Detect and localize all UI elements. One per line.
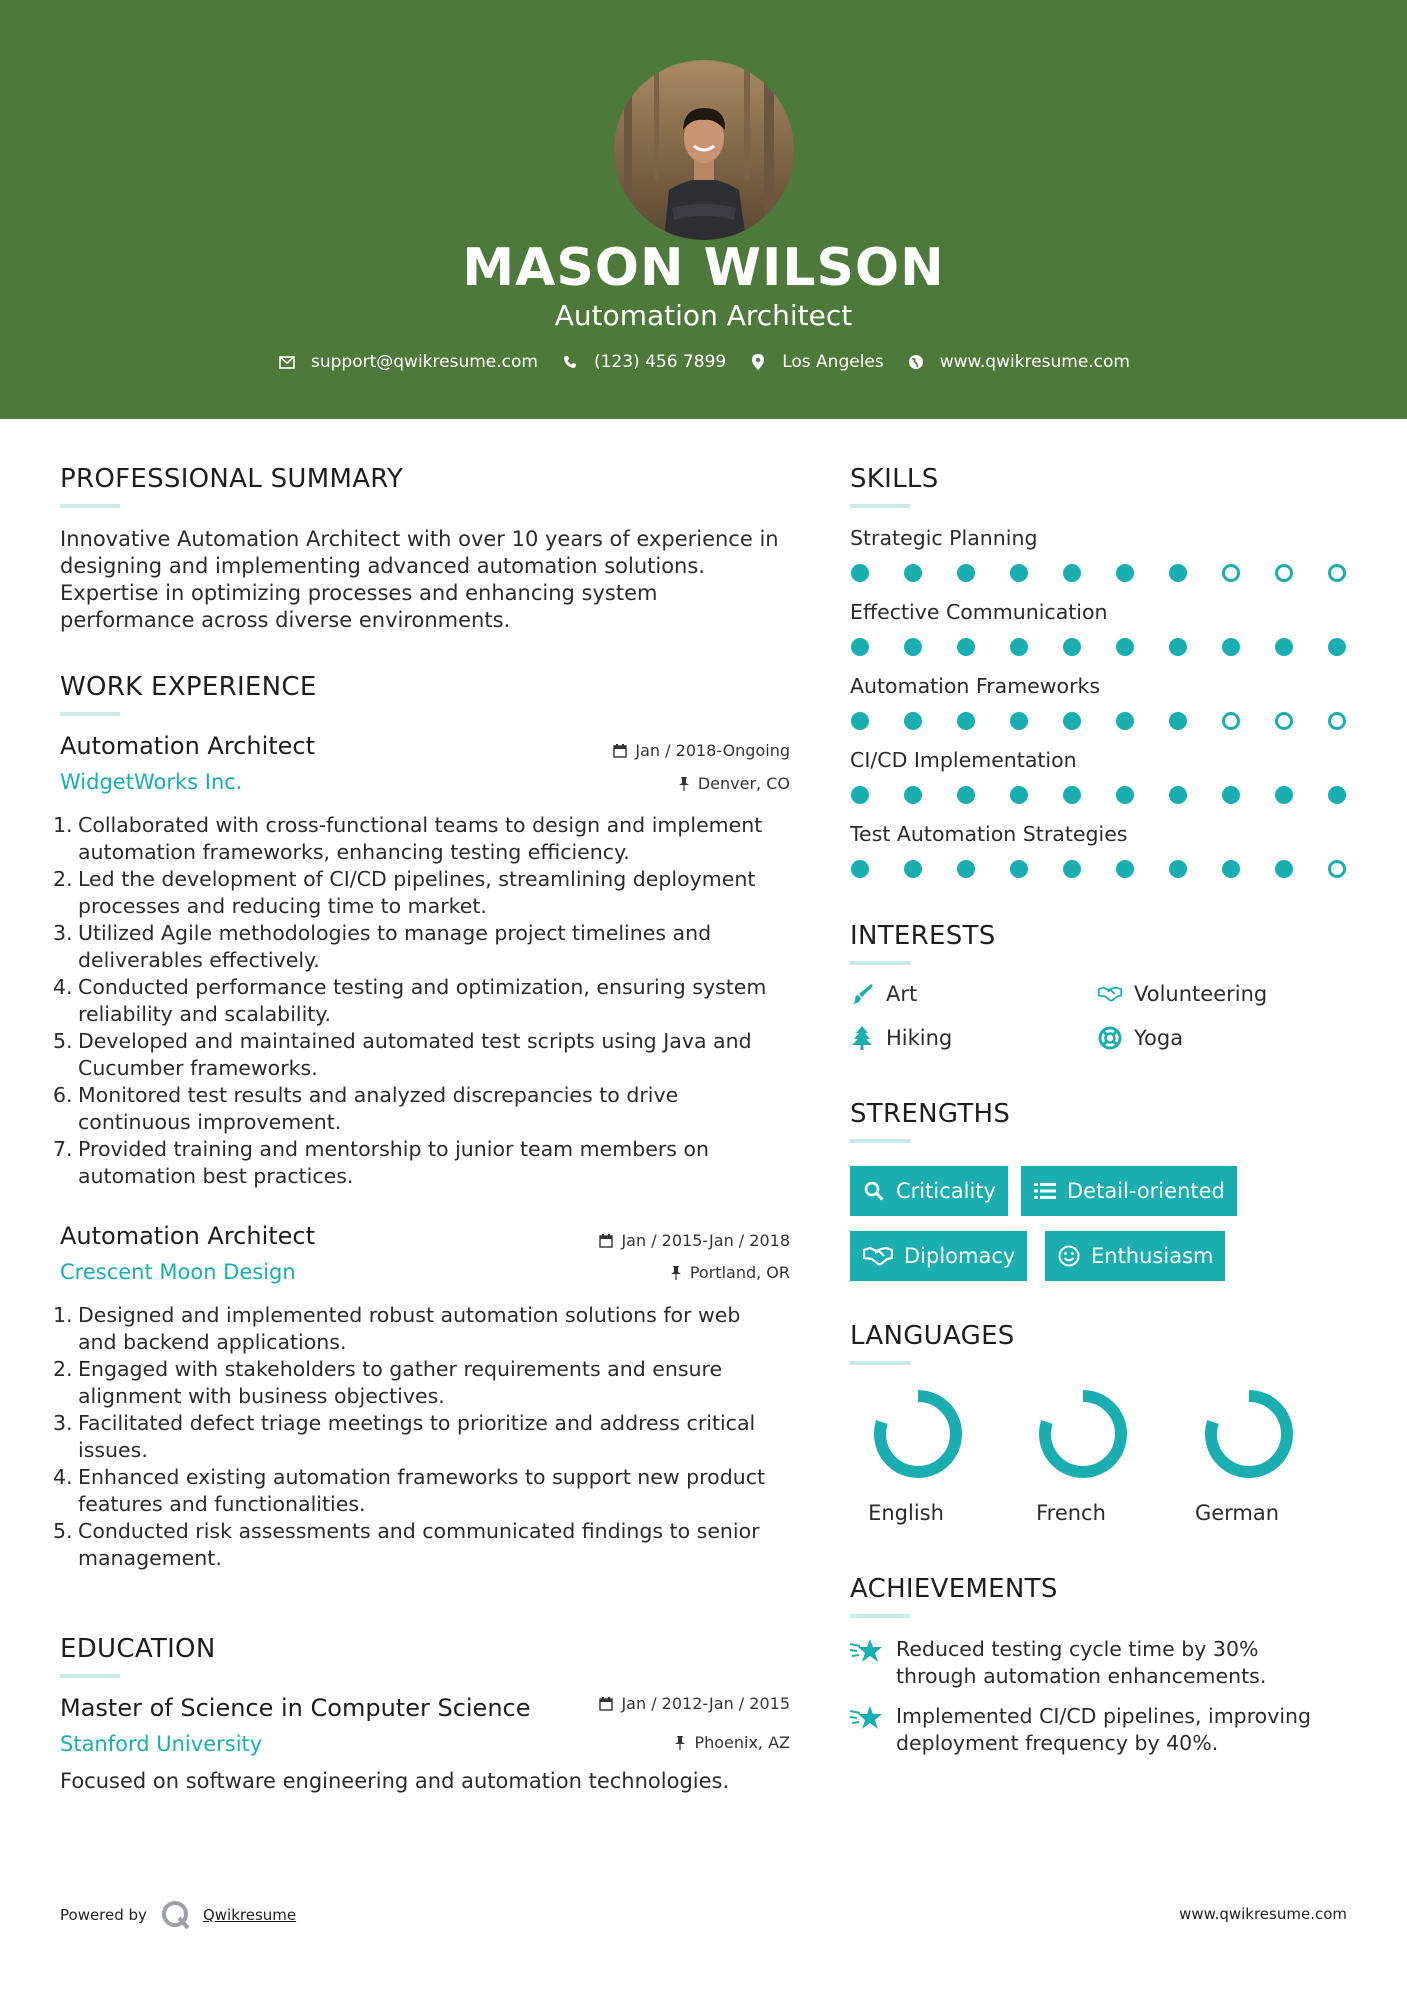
education-dates [500, 1694, 790, 1713]
candidate-role: Automation Architect [554, 299, 853, 332]
search-icon [862, 1179, 886, 1203]
summary-heading: PROFESSIONAL SUMMARY [60, 464, 404, 494]
rating-dot-filled [1010, 564, 1028, 582]
rating-dot-filled [851, 860, 869, 878]
languages-underline [850, 1361, 910, 1365]
phone-icon [560, 352, 580, 372]
languages-heading: LANGUAGES [850, 1321, 1015, 1351]
skill-name: Test Automation Strategies [850, 822, 1128, 846]
skill-name: Automation Frameworks [850, 674, 1101, 698]
list-item: 5. Conducted risk assessments and communicated findings to senior management. [53, 1519, 760, 1570]
interest-volunteering [1098, 982, 1267, 1006]
map-pin-icon [748, 352, 768, 372]
summary-line: Expertise in optimizing processes and enhancing system [60, 581, 658, 605]
rating-dot-filled [957, 786, 975, 804]
interest-label: Yoga [1134, 1026, 1184, 1050]
achievement-line: Reduced testing cycle time by 30% [896, 1637, 1259, 1661]
contact-website[interactable] [906, 352, 1130, 372]
skill-rating [851, 786, 1381, 804]
rating-dot-filled [1116, 712, 1134, 730]
achievement-line: through automation enhancements. [896, 1664, 1267, 1688]
rating-dot-filled [1328, 786, 1346, 804]
achievement-item [850, 1636, 1266, 1690]
rating-dot-filled [1063, 638, 1081, 656]
rating-dot-filled [1010, 712, 1028, 730]
rating-dot-filled [1010, 638, 1028, 656]
pushpin-icon [674, 1736, 686, 1750]
skill-rating [851, 638, 1381, 656]
rating-dot-empty [1328, 712, 1346, 730]
summary-underline [60, 504, 120, 508]
skill-name: Effective Communication [850, 600, 1108, 624]
pushpin-icon [678, 777, 690, 791]
rating-dot-filled [851, 638, 869, 656]
rating-dot-filled [1116, 786, 1134, 804]
achievement-line: Implemented CI/CD pipelines, improving [896, 1704, 1312, 1728]
language-label: English [868, 1501, 944, 1525]
list-item: 4. Enhanced existing automation frameworks to support new product features and functionalities. [53, 1465, 766, 1516]
strength-tag [1021, 1166, 1237, 1216]
achievement-item [850, 1703, 1311, 1757]
rating-dot-empty [1275, 564, 1293, 582]
rating-dot-filled [904, 860, 922, 878]
shooting-star-icon [850, 1636, 884, 1666]
job-location [500, 774, 790, 793]
job-dates-text: Jan / 2018-Ongoing [635, 741, 790, 760]
summary-text [60, 526, 800, 634]
job-company: WidgetWorks Inc. [60, 770, 243, 794]
interest-label: Art [886, 982, 918, 1006]
skills-underline [850, 504, 910, 508]
education-heading: EDUCATION [60, 1634, 216, 1664]
skill-rating [851, 564, 1381, 582]
calendar-icon [599, 1697, 613, 1711]
strength-label: Diplomacy [904, 1244, 1016, 1268]
contact-email[interactable] [277, 352, 538, 372]
footer-website[interactable]: www.qwikresume.com [1179, 1905, 1347, 1923]
summary-line: Innovative Automation Architect with over 10 years of experience in [60, 527, 779, 551]
work-heading: WORK EXPERIENCE [60, 672, 317, 702]
rating-dot-empty [1328, 564, 1346, 582]
contact-website-text: www.qwikresume.com [939, 352, 1130, 372]
summary-line: performance across diverse environments. [60, 608, 511, 632]
candidate-name: MASON WILSON [462, 238, 945, 298]
list-item: 5. Developed and maintained automated test scripts using Java and Cucumber frameworks. [53, 1029, 752, 1080]
degree-title: Master of Science in Computer Science [60, 1694, 531, 1722]
job-responsibilities [53, 812, 800, 1190]
job-location [500, 1263, 790, 1282]
tree-icon [850, 1026, 874, 1050]
job-responsibilities [53, 1302, 800, 1572]
job-title: Automation Architect [60, 732, 316, 760]
rating-dot-filled [904, 712, 922, 730]
job-dates-text: Jan / 2015-Jan / 2018 [621, 1231, 790, 1250]
list-item: 2. Engaged with stakeholders to gather requirements and ensure alignment with business objectives. [53, 1357, 723, 1408]
lifering-icon [1098, 1026, 1122, 1050]
brand-link[interactable]: Qwikresume [202, 1906, 297, 1924]
rating-dot-filled [1222, 638, 1240, 656]
list-item: 4. Conducted performance testing and optimization, ensuring system reliability and scalability. [53, 975, 767, 1026]
list-item: 2. Led the development of CI/CD pipelines, streamlining deployment processes and reducing time to market. [53, 867, 756, 918]
rating-dot-filled [1169, 786, 1187, 804]
rating-dot-filled [851, 786, 869, 804]
rating-dot-filled [1169, 564, 1187, 582]
contact-location-text: Los Angeles [782, 352, 884, 372]
strength-label: Criticality [896, 1179, 996, 1203]
summary-line: designing and implementing advanced automation solutions. [60, 554, 705, 578]
rating-dot-filled [1275, 786, 1293, 804]
rating-dot-filled [1222, 860, 1240, 878]
list-item: 1. Designed and implemented robust automation solutions for web and backend applications. [53, 1303, 741, 1354]
avatar [614, 60, 794, 240]
education-dates-text: Jan / 2012-Jan / 2015 [621, 1694, 790, 1713]
interest-label: Hiking [886, 1026, 953, 1050]
rating-dot-empty [1222, 564, 1240, 582]
interest-hiking [850, 1026, 952, 1050]
rating-dot-filled [1328, 638, 1346, 656]
globe-icon [906, 352, 926, 372]
job-dates [500, 1231, 790, 1250]
school-name: Stanford University [60, 1732, 263, 1756]
rating-dot-filled [1222, 786, 1240, 804]
list-item: 1. Collaborated with cross-functional teams to design and implement automation frameworks, enhancing testing efficiency. [53, 813, 763, 864]
education-location-text: Phoenix, AZ [694, 1733, 790, 1752]
qwikresume-logo-icon [161, 1900, 191, 1930]
paintbrush-icon [850, 982, 874, 1006]
contact-email-text: support@qwikresume.com [311, 352, 538, 372]
calendar-icon [599, 1234, 613, 1248]
rating-dot-filled [1169, 712, 1187, 730]
handshake-icon [1098, 982, 1122, 1006]
strengths-underline [850, 1139, 910, 1143]
rating-dot-filled [1063, 564, 1081, 582]
list-item: 3. Utilized Agile methodologies to manage project timelines and deliverables effectively. [53, 921, 712, 972]
job-company: Crescent Moon Design [60, 1260, 296, 1284]
envelope-icon [277, 352, 297, 372]
education-description: Focused on software engineering and automation technologies. [60, 1769, 730, 1793]
contact-phone[interactable] [560, 352, 726, 372]
rating-dot-filled [1116, 860, 1134, 878]
strength-tag [1045, 1231, 1225, 1281]
rating-dot-filled [957, 712, 975, 730]
rating-dot-filled [1116, 638, 1134, 656]
education-location [500, 1733, 790, 1752]
language-ring [858, 1386, 978, 1486]
rating-dot-filled [851, 712, 869, 730]
calendar-icon [613, 744, 627, 758]
rating-dot-empty [1328, 860, 1346, 878]
strengths-heading: STRENGTHS [850, 1099, 1011, 1129]
achievements-underline [850, 1614, 910, 1618]
skill-rating [851, 712, 1381, 730]
powered-by-text: Powered by [60, 1906, 147, 1924]
rating-dot-filled [1063, 860, 1081, 878]
strength-label: Enthusiasm [1091, 1244, 1214, 1268]
language-label: German [1194, 1501, 1280, 1525]
interests-underline [850, 961, 910, 965]
job-location-text: Denver, CO [697, 774, 790, 793]
pushpin-icon [670, 1266, 682, 1280]
interest-yoga [1098, 1026, 1183, 1050]
job-dates [500, 741, 790, 760]
achievements-heading: ACHIEVEMENTS [850, 1574, 1058, 1604]
rating-dot-filled [1169, 638, 1187, 656]
work-underline [60, 712, 120, 716]
rating-dot-filled [904, 786, 922, 804]
rating-dot-filled [1169, 860, 1187, 878]
interests-heading: INTERESTS [850, 921, 996, 951]
rating-dot-filled [957, 638, 975, 656]
skill-name: Strategic Planning [850, 526, 1038, 550]
smile-icon [1057, 1244, 1081, 1268]
rating-dot-filled [904, 564, 922, 582]
strength-tag [850, 1231, 1027, 1281]
header-banner [0, 0, 1407, 419]
list-item: 6. Monitored test results and analyzed discrepancies to drive continuous improvement. [53, 1083, 679, 1134]
rating-dot-filled [851, 564, 869, 582]
rating-dot-filled [957, 564, 975, 582]
rating-dot-filled [1275, 638, 1293, 656]
job-location-text: Portland, OR [689, 1263, 790, 1282]
strength-tag [850, 1166, 1008, 1216]
language-ring [1189, 1386, 1309, 1486]
contact-phone-text: (123) 456 7899 [593, 352, 727, 372]
rating-dot-filled [1010, 786, 1028, 804]
rating-dot-filled [904, 638, 922, 656]
shooting-star-icon [850, 1703, 884, 1733]
rating-dot-filled [1116, 564, 1134, 582]
rating-dot-filled [957, 860, 975, 878]
achievement-line: deployment frequency by 40%. [896, 1731, 1219, 1755]
interest-art [850, 982, 917, 1006]
rating-dot-filled [1063, 786, 1081, 804]
job-title: Automation Architect [60, 1222, 316, 1250]
education-underline [60, 1674, 120, 1678]
rating-dot-empty [1222, 712, 1240, 730]
list-item: 7. Provided training and mentorship to junior team members on automation best practices. [53, 1137, 709, 1188]
handshake-icon [862, 1244, 894, 1268]
contact-location [748, 352, 884, 372]
skill-rating [851, 860, 1381, 878]
rating-dot-filled [1010, 860, 1028, 878]
footer-powered-by [60, 1900, 296, 1930]
rating-dot-filled [1063, 712, 1081, 730]
list-item: 3. Facilitated defect triage meetings to prioritize and address critical issues. [53, 1411, 756, 1462]
contact-bar [0, 352, 1407, 372]
interest-label: Volunteering [1134, 982, 1268, 1006]
strength-label: Detail-oriented [1067, 1179, 1225, 1203]
skill-name: CI/CD Implementation [850, 748, 1077, 772]
language-label: French [1036, 1501, 1106, 1525]
skills-heading: SKILLS [850, 464, 939, 494]
language-ring [1023, 1386, 1143, 1486]
rating-dot-empty [1275, 712, 1293, 730]
rating-dot-filled [1275, 860, 1293, 878]
list-icon [1033, 1179, 1057, 1203]
